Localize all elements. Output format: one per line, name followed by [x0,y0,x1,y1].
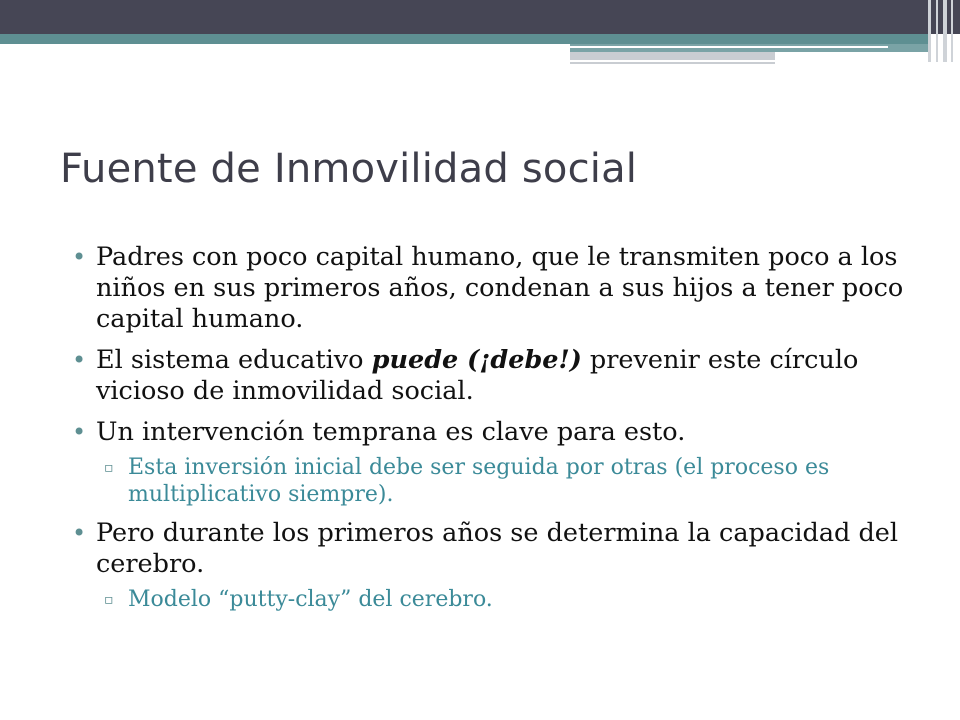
bullet-emphasis: puede (¡debe!) [371,345,582,375]
slide-body [72,242,912,623]
bullet-dot-icon: • [72,418,87,446]
bullet-item [72,345,912,407]
bullet-text: Pero durante los primeros años se determina la capacidad del cerebro. [96,518,899,579]
slide-title: Fuente de Inmovilidad social [60,146,638,192]
bullet-text: Un intervención temprana es clave para esto. [96,417,686,447]
bullet-item [72,242,912,335]
bullet-text: Padres con poco capital humano, que le transmiten poco a los niños en sus primeros años, condenan a sus hijos a tener poco capital humano. [96,242,904,334]
header-bar [0,0,960,34]
bullet-item [72,417,912,448]
accent-divider-line [570,60,775,62]
sub-bullet-square-icon: ▫ [104,460,114,476]
header-decoration [924,0,960,62]
accent-band-gray [570,52,775,64]
sub-bullet-text: Modelo “putty-clay” del cerebro. [128,587,493,612]
accent-divider-line [570,46,888,48]
bullet-dot-icon: • [72,346,87,374]
bullet-dot-icon: • [72,243,87,271]
sub-bullet-text: Esta inversión inicial debe ser seguida por otras (el proceso es multiplicativo siempre). [128,455,830,507]
sub-bullet-square-icon: ▫ [104,592,114,608]
bullet-dot-icon: • [72,519,87,547]
bullet-text: prevenir este círculo vicioso de inmovilidad social. [96,345,859,406]
sub-bullet-item [72,586,912,613]
bullet-item [72,518,912,580]
sub-bullet-item [72,454,912,508]
accent-band [0,34,930,44]
bullet-text: El sistema educativo [96,345,372,375]
